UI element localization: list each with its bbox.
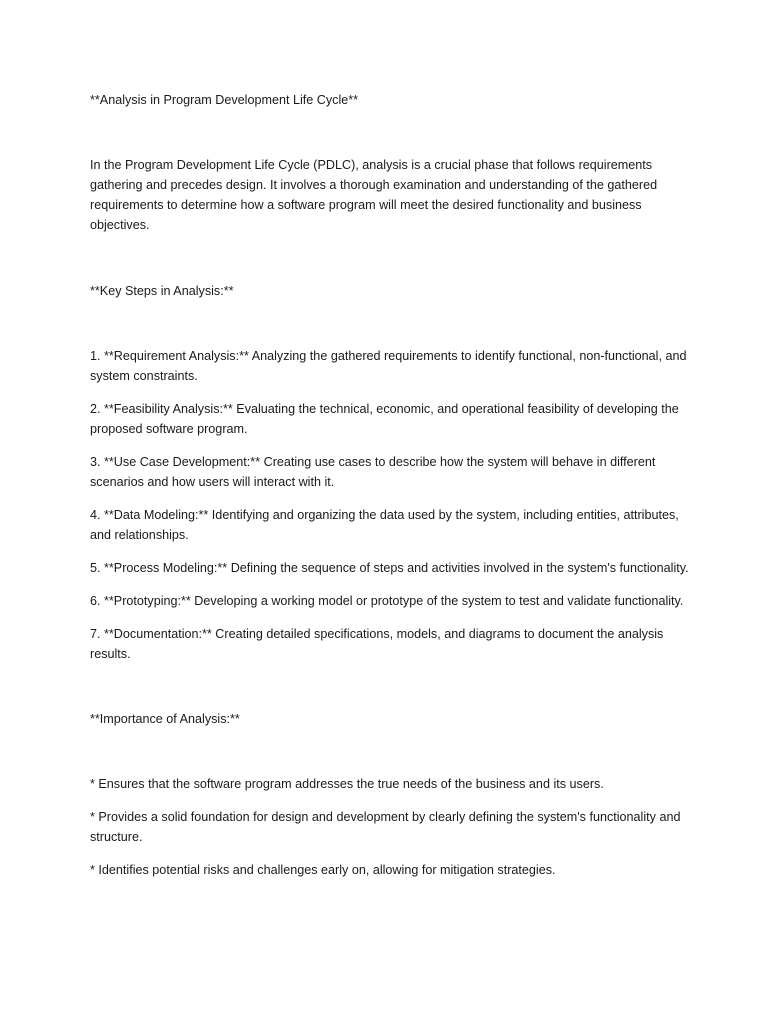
key-steps-list xyxy=(90,346,690,664)
key-step-item: 2. **Feasibility Analysis:** Evaluating the technical, economic, and operational feasibility of developing the proposed software program. xyxy=(90,402,679,436)
key-step-item: 6. **Prototyping:** Developing a working model or prototype of the system to test and validate functionality. xyxy=(90,594,684,608)
key-step-item: 4. **Data Modeling:** Identifying and organizing the data used by the system, including entities, attributes, and relationships. xyxy=(90,508,679,542)
key-step-item: 3. **Use Case Development:** Creating use cases to describe how the system will behave in different scenarios and how users will interact with it. xyxy=(90,455,656,489)
importance-list xyxy=(90,774,690,880)
document-page xyxy=(90,90,690,893)
importance-item: * Identifies potential risks and challenges early on, allowing for mitigation strategies. xyxy=(90,863,556,877)
key-step-item: 7. **Documentation:** Creating detailed specifications, models, and diagrams to document the analysis results. xyxy=(90,627,664,661)
key-steps-heading: **Key Steps in Analysis:** xyxy=(90,284,234,298)
key-step-item: 5. **Process Modeling:** Defining the sequence of steps and activities involved in the system's functionality. xyxy=(90,561,689,575)
importance-item: * Provides a solid foundation for design and development by clearly defining the system's functionality and structure. xyxy=(90,810,681,844)
key-step-item: 1. **Requirement Analysis:** Analyzing the gathered requirements to identify functional, non-functional, and system constraints. xyxy=(90,349,687,383)
importance-item: * Ensures that the software program addresses the true needs of the business and its users. xyxy=(90,777,604,791)
document-title: **Analysis in Program Development Life Cycle** xyxy=(90,93,359,107)
importance-heading: **Importance of Analysis:** xyxy=(90,712,240,726)
intro-paragraph: In the Program Development Life Cycle (PDLC), analysis is a crucial phase that follows requirements gathering and precedes design. It involves a thorough examination and understanding of the gathered requirements to determine how a software program will meet the desired functionality and business objectives. xyxy=(90,158,658,232)
